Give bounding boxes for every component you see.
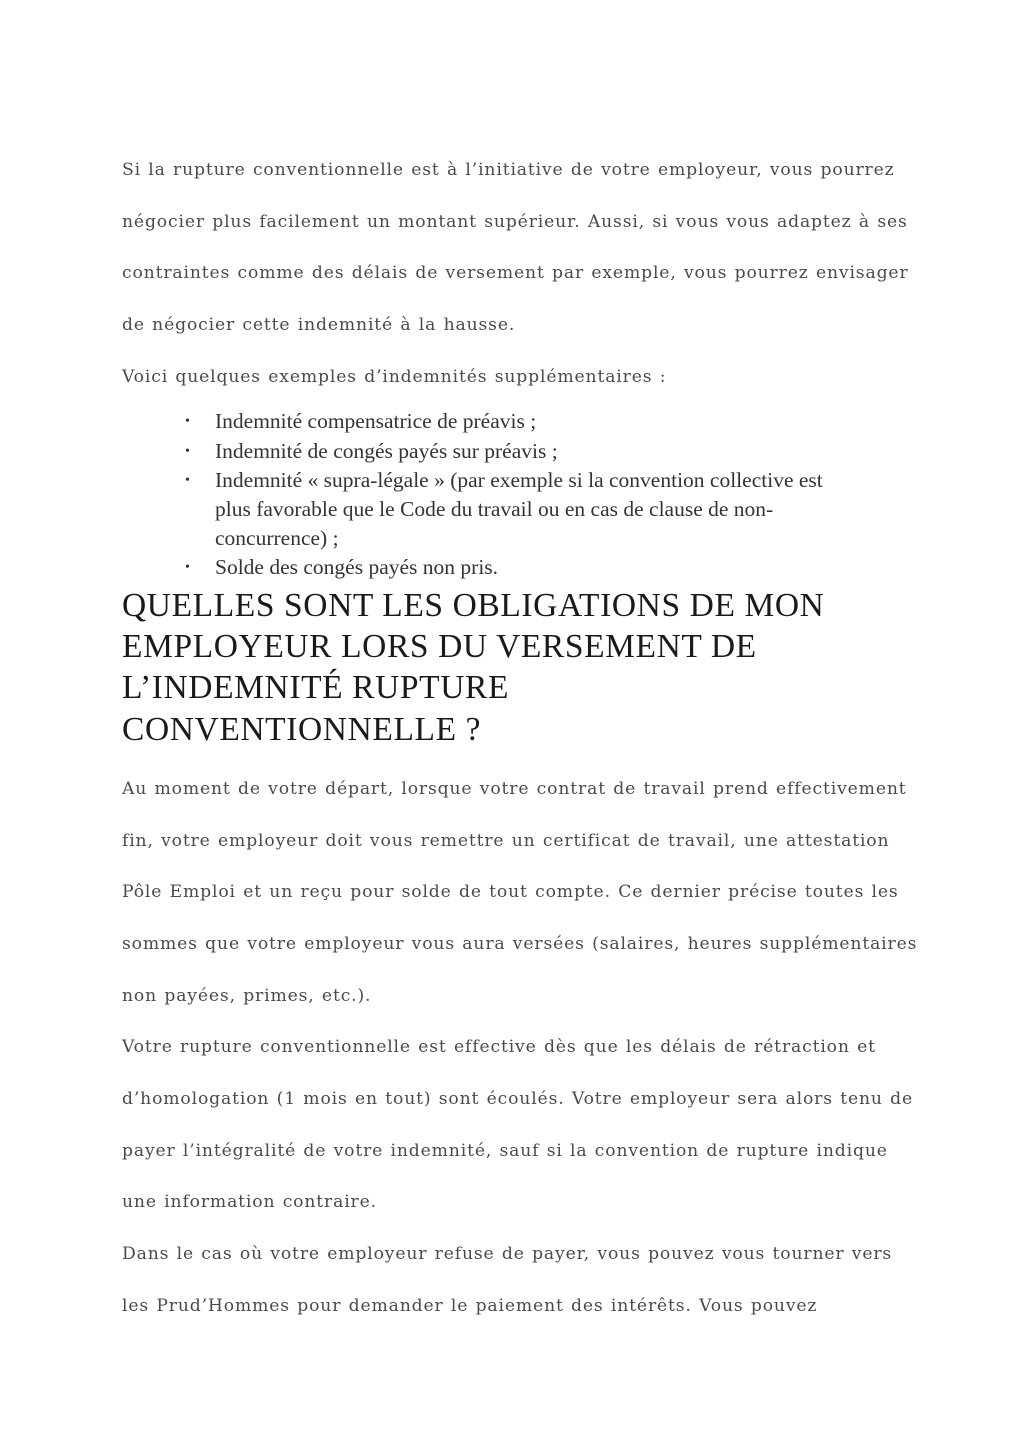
- departure-line: fin, votre employeur doit vous remettre un certificat de travail, une attestation: [122, 830, 890, 851]
- heading-line: EMPLOYEUR LORS DU VERSEMENT DE: [122, 627, 757, 665]
- list-item: [122, 553, 912, 582]
- examples-intro-text: Voici quelques exemples d’indemnités supplémentaires :: [122, 366, 667, 387]
- departure-line: sommes que votre employeur vous aura versées (salaires, heures supplémentaires: [122, 933, 918, 954]
- examples-intro: [122, 352, 912, 404]
- refusal-paragraph: [122, 1229, 912, 1332]
- effective-line: payer l’intégralité de votre indemnité, sauf si la convention de rupture indique: [122, 1140, 888, 1161]
- list-item: [122, 466, 912, 554]
- bullet-icon: •: [185, 443, 190, 459]
- list-item-text: concurrence) ;: [215, 526, 339, 551]
- effective-line: d’homologation (1 mois en tout) sont écoulés. Votre employeur sera alors tenu de: [122, 1088, 914, 1109]
- intro-line: négocier plus facilement un montant supérieur. Aussi, si vous vous adaptez à ses: [122, 211, 908, 232]
- intro-paragraph: [122, 145, 912, 352]
- list-item: [122, 437, 912, 466]
- list-item-text: Indemnité de congés payés sur préavis ;: [215, 438, 558, 463]
- list-item-text: Solde des congés payés non pris.: [215, 555, 499, 580]
- list-item-text: Indemnité compensatrice de préavis ;: [215, 409, 537, 434]
- refusal-line: les Prud’Hommes pour demander le paiement des intérêts. Vous pouvez: [122, 1295, 818, 1316]
- document-body: [122, 145, 918, 1332]
- intro-line: Si la rupture conventionnelle est à l’initiative de votre employeur, vous pourrez: [122, 160, 895, 180]
- effective-line: Votre rupture conventionnelle est effective dès que les délais de rétraction et: [122, 1037, 876, 1058]
- list-item-text: plus favorable que le Code du travail ou en cas de clause de non-: [215, 497, 774, 522]
- departure-line: non payées, primes, etc.).: [122, 985, 372, 1006]
- intro-line: contraintes comme des délais de versement par exemple, vous pourrez envisager: [122, 263, 909, 284]
- refusal-line: Dans le cas où votre employeur refuse de payer, vous pouvez vous tourner vers: [122, 1244, 893, 1265]
- indemnity-bullet-list: [122, 407, 912, 582]
- departure-line: Pôle Emploi et un reçu pour solde de tout compte. Ce dernier précise toutes les: [122, 882, 899, 903]
- intro-line: de négocier cette indemnité à la hausse.: [122, 315, 516, 336]
- bullet-icon: •: [185, 560, 190, 576]
- section-heading: [122, 585, 912, 750]
- heading-line: L’INDEMNITÉ RUPTURE: [122, 669, 510, 707]
- list-item: [122, 407, 912, 436]
- list-item-text: Indemnité « supra-légale » (par exemple si la convention collective est: [215, 467, 823, 492]
- effective-paragraph: [122, 1022, 912, 1229]
- departure-paragraph: [122, 764, 918, 1022]
- heading-line: QUELLES SONT LES OBLIGATIONS DE MON: [122, 586, 825, 624]
- bullet-icon: •: [185, 472, 190, 488]
- heading-line: CONVENTIONNELLE ?: [122, 710, 482, 748]
- effective-line: une information contraire.: [122, 1192, 377, 1213]
- bullet-icon: •: [185, 414, 190, 430]
- departure-line: Au moment de votre départ, lorsque votre contrat de travail prend effectivement: [122, 778, 907, 799]
